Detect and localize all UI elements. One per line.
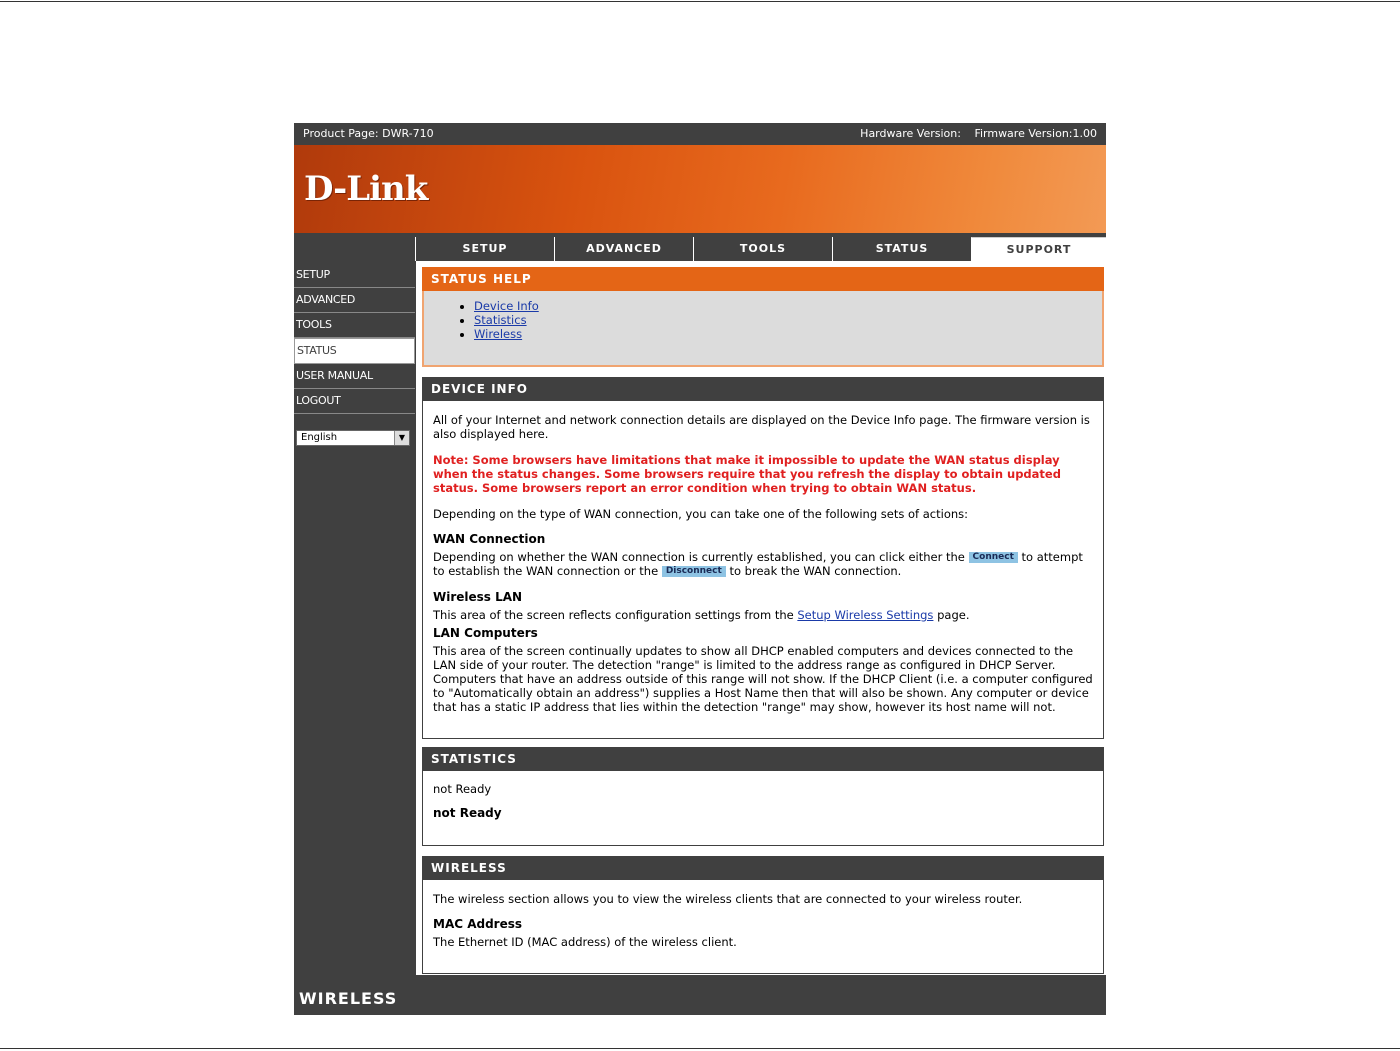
brand-banner <box>294 145 1106 233</box>
sidebar <box>294 263 415 443</box>
main-content <box>416 261 1106 975</box>
top-page-rule <box>0 1 1400 2</box>
status-help-box <box>422 267 1104 367</box>
actions-intro: Depending on the type of WAN connection, you can take one of the following sets of actions: <box>433 507 969 521</box>
wan-connection-heading: WAN Connection <box>433 532 546 546</box>
sidebar-item-tools[interactable]: TOOLS <box>294 313 415 338</box>
tab-status[interactable]: STATUS <box>832 237 971 261</box>
wan-text-3: to break the WAN connection. <box>729 564 902 578</box>
sidebar-item-logout[interactable]: LOGOUT <box>294 389 415 414</box>
wan-text-2: to attempt to establish the WAN connection or the <box>433 550 1083 578</box>
connect-button[interactable]: Connect <box>969 552 1018 563</box>
wireless-lan-text <box>433 608 1093 622</box>
wan-text-1: Depending on whether the WAN connection is currently established, you can click either the <box>433 550 965 564</box>
wireless-lan-text-1: This area of the screen reflects configuration settings from the <box>433 608 794 622</box>
link-wireless[interactable]: Wireless <box>474 327 523 341</box>
mac-address-text: The Ethernet ID (MAC address) of the wireless client. <box>433 935 737 949</box>
lan-computers-text: This area of the screen continually updates to show all DHCP enabled computers and devices connected to the LAN side of your router. The detection "range" is limited to the address range as configured in DHCP Server. Computers that have an address outside of this range will not show. If the DHCP Client (i.e. a computer configured to "Automatically obtain an address") supplies a Host Name then that will also be shown. Any computer or device that has a static IP address that lies within the detection "range" may show, however its host name will not. <box>433 644 1093 714</box>
wireless-title: WIRELESS <box>422 856 1104 880</box>
hardware-version: Hardware Version: <box>860 127 961 140</box>
device-info-body <box>422 401 1104 739</box>
status-help-title: STATUS HELP <box>422 267 1104 291</box>
browser-note: Note: Some browsers have limitations that make it impossible to update the WAN status display when the status changes. Some browsers require that you refresh the display to obtain updated status. Some browsers report an error condition when trying to obtain WAN status. <box>433 453 1061 495</box>
product-page-label: Product Page: DWR-710 <box>303 127 434 140</box>
device-info-intro: All of your Internet and network connection details are displayed on the Device Info page. The firmware version is also displayed here. <box>433 413 1090 441</box>
lan-computers-heading: LAN Computers <box>433 626 538 640</box>
dlink-logo: D-Link <box>304 169 428 209</box>
list-item <box>474 299 1092 313</box>
router-admin-window <box>294 123 1106 1015</box>
footer-bar <box>294 979 1106 1015</box>
list-item <box>474 313 1092 327</box>
list-item <box>474 327 1092 341</box>
language-select[interactable] <box>296 430 410 446</box>
main-tabs <box>294 235 1106 261</box>
tab-tools[interactable]: TOOLS <box>693 237 832 261</box>
wireless-lan-text-2: page. <box>937 608 970 622</box>
tab-advanced[interactable]: ADVANCED <box>554 237 693 261</box>
sidebar-item-setup[interactable]: SETUP <box>294 263 415 288</box>
sidebar-item-advanced[interactable]: ADVANCED <box>294 288 415 313</box>
statistics-status-heading: not Ready <box>433 806 502 820</box>
wireless-intro: The wireless section allows you to view the wireless clients that are connected to your wireless router. <box>433 892 1023 906</box>
footer-wireless-label: WIRELESS <box>299 989 398 1008</box>
link-device-info[interactable]: Device Info <box>474 299 539 313</box>
link-statistics[interactable]: Statistics <box>474 313 527 327</box>
language-select-value: English <box>301 432 338 443</box>
disconnect-button[interactable]: Disconnect <box>662 566 726 577</box>
tab-setup[interactable]: SETUP <box>415 237 554 261</box>
setup-wireless-settings-link[interactable]: Setup Wireless Settings <box>797 608 934 622</box>
version-info <box>850 127 1097 140</box>
wireless-box <box>422 856 1104 974</box>
wan-connection-text <box>433 550 1093 578</box>
device-info-box <box>422 377 1104 739</box>
status-help-links <box>434 299 1092 341</box>
device-info-title: DEVICE INFO <box>422 377 1104 401</box>
statistics-box <box>422 747 1104 846</box>
bottom-page-rule <box>0 1048 1400 1049</box>
wireless-lan-heading: Wireless LAN <box>433 590 523 604</box>
version-bar <box>294 123 1106 145</box>
statistics-status-text: not Ready <box>433 782 492 796</box>
wireless-body <box>422 880 1104 974</box>
sidebar-item-status[interactable]: STATUS <box>294 338 415 364</box>
sidebar-item-user-manual[interactable]: USER MANUAL <box>294 364 415 389</box>
mac-address-heading: MAC Address <box>433 917 523 931</box>
firmware-version: Firmware Version:1.00 <box>974 127 1097 140</box>
chevron-down-icon[interactable]: ▼ <box>394 431 409 445</box>
status-help-body <box>422 291 1104 367</box>
statistics-title: STATISTICS <box>422 747 1104 771</box>
tab-support[interactable]: SUPPORT <box>971 237 1106 261</box>
statistics-body <box>422 771 1104 846</box>
